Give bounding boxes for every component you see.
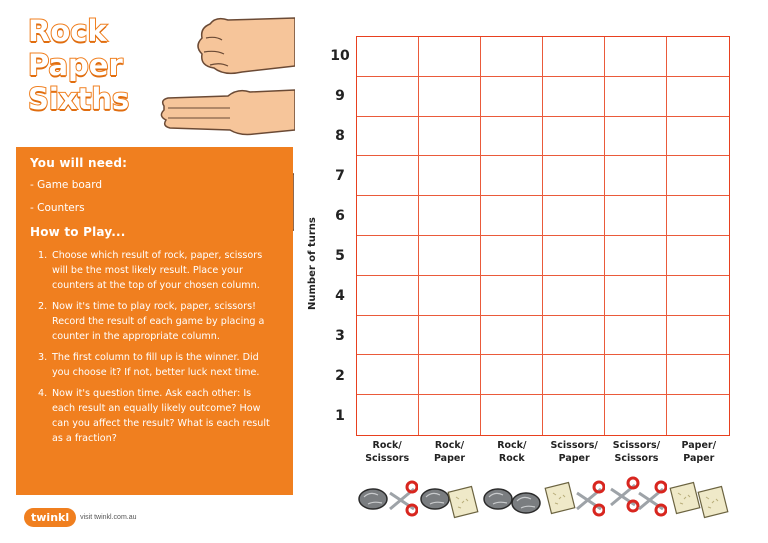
step-text: Choose which result of rock, paper, scissors will be the most likely result. Place your counters at the top of your chosen column. <box>52 250 263 291</box>
title-line-1: Rock <box>28 14 107 48</box>
grid-cell[interactable] <box>481 77 543 117</box>
y-axis-label-wrap <box>307 190 321 310</box>
tick-10: 10 <box>330 48 350 64</box>
grid-cell[interactable] <box>543 395 605 435</box>
grid-cell[interactable] <box>419 196 481 236</box>
grid-cell[interactable] <box>481 395 543 435</box>
rock-icon <box>421 489 449 509</box>
column-labels <box>356 439 730 521</box>
column-label <box>497 439 526 469</box>
grid-cell[interactable] <box>419 316 481 356</box>
column-5 <box>605 439 667 521</box>
game-board-grid <box>356 36 730 436</box>
y-axis-label: Number of turns <box>307 217 318 310</box>
grid-cell[interactable] <box>605 156 667 196</box>
step-item <box>30 299 281 344</box>
rock-icon <box>359 489 387 509</box>
grid-cell[interactable] <box>605 395 667 435</box>
grid-cell[interactable] <box>419 77 481 117</box>
column-1 <box>356 439 418 521</box>
scissors-icon <box>577 482 604 515</box>
grid-cell[interactable] <box>357 316 419 356</box>
grid-cell[interactable] <box>667 276 729 316</box>
grid-cell[interactable] <box>543 276 605 316</box>
step-item <box>30 248 281 293</box>
step-text: The first column to fill up is the winner. Did you choose it? If not, better luck next time. <box>52 352 260 378</box>
grid-cell[interactable] <box>481 236 543 276</box>
title-line-2: Paper <box>28 48 123 82</box>
column-label-line1: Scissors/ <box>550 440 598 451</box>
needs-heading: You will need: <box>30 156 128 170</box>
grid-cell[interactable] <box>605 196 667 236</box>
grid-cell[interactable] <box>419 117 481 157</box>
tick-7: 7 <box>335 168 345 184</box>
scissors-icon <box>639 482 666 515</box>
grid-cell[interactable] <box>357 196 419 236</box>
grid-cell[interactable] <box>357 276 419 316</box>
need-item-game-board: - Game board <box>30 179 103 191</box>
column-label-line2: Paper <box>433 453 466 464</box>
tick-1: 1 <box>335 408 345 424</box>
scissors-icon <box>611 478 638 511</box>
column-label <box>365 439 409 469</box>
tick-6: 6 <box>335 208 345 224</box>
grid-cell[interactable] <box>667 117 729 157</box>
page-title <box>28 14 129 116</box>
brand <box>24 508 137 527</box>
grid-cell[interactable] <box>357 395 419 435</box>
grid-cell[interactable] <box>605 355 667 395</box>
tick-3: 3 <box>335 328 345 344</box>
grid-cell[interactable] <box>543 355 605 395</box>
grid-cell[interactable] <box>667 236 729 276</box>
grid-cell[interactable] <box>543 196 605 236</box>
tick-9: 9 <box>335 88 345 104</box>
title-line-3: Sixths <box>28 82 130 116</box>
grid-cell[interactable] <box>419 236 481 276</box>
column-label-line2: Scissors <box>365 453 410 464</box>
grid-cell[interactable] <box>667 196 729 236</box>
column-illustration <box>668 473 730 521</box>
rock-icon <box>484 489 512 509</box>
grid-cell[interactable] <box>543 156 605 196</box>
grid-cell[interactable] <box>481 117 543 157</box>
grid-cell[interactable] <box>543 37 605 77</box>
grid-cell[interactable] <box>543 117 605 157</box>
steps-list <box>30 248 281 446</box>
column-label <box>682 439 717 469</box>
grid-cell[interactable] <box>605 117 667 157</box>
grid-cell[interactable] <box>419 395 481 435</box>
grid-cell[interactable] <box>481 276 543 316</box>
tick-8: 8 <box>335 128 345 144</box>
step-item <box>30 386 281 446</box>
rock-hand-icon <box>198 18 295 73</box>
step-text: Now it's time to play rock, paper, scissors! Record the result of each game by placing a counter in the appropriate column. <box>52 301 265 342</box>
instructions-panel <box>16 147 293 495</box>
tick-4: 4 <box>335 288 345 304</box>
step-number: 1. <box>38 250 48 261</box>
step-number: 2. <box>38 301 48 312</box>
grid-cell[interactable] <box>357 77 419 117</box>
grid-cell[interactable] <box>419 37 481 77</box>
scissors-icon <box>390 482 417 515</box>
column-label-line1: Paper/ <box>681 440 717 451</box>
grid-cell[interactable] <box>667 77 729 117</box>
column-label-line2: Scissors <box>614 453 659 464</box>
brand-url: visit twinkl.com.au <box>80 514 137 521</box>
grid-cell[interactable] <box>481 316 543 356</box>
paper-icon <box>698 486 728 517</box>
column-label-line2: Paper <box>683 453 715 464</box>
grid-cell[interactable] <box>357 156 419 196</box>
step-text: Now it's question time. Ask each other: Is each result an equally likely outcome? How can you affect the result? What is each result as a fraction? <box>52 388 270 444</box>
grid-cell[interactable] <box>543 77 605 117</box>
column-label-line1: Rock/ <box>497 440 527 451</box>
column-label <box>550 439 597 469</box>
grid-cell[interactable] <box>481 37 543 77</box>
grid-cell[interactable] <box>357 236 419 276</box>
grid-cell[interactable] <box>605 37 667 77</box>
grid-cell[interactable] <box>605 276 667 316</box>
grid-cell[interactable] <box>667 395 729 435</box>
column-illustration <box>418 473 480 521</box>
column-label-line1: Rock/ <box>372 440 402 451</box>
column-label <box>434 439 465 469</box>
column-4 <box>543 439 605 521</box>
grid-cell[interactable] <box>543 316 605 356</box>
rock-icon <box>512 493 540 513</box>
paper-hand-icon <box>161 90 295 135</box>
paper-icon <box>449 486 479 517</box>
column-2 <box>418 439 480 521</box>
hands-illustration <box>150 10 295 148</box>
tick-2: 2 <box>335 368 345 384</box>
column-illustration <box>605 473 667 521</box>
column-label-line2: Rock <box>498 453 525 464</box>
grid-cell[interactable] <box>605 236 667 276</box>
howto-heading: How to Play... <box>30 225 126 239</box>
grid-cell[interactable] <box>543 236 605 276</box>
paper-icon <box>545 482 575 513</box>
column-3 <box>481 439 543 521</box>
column-label-line1: Scissors/ <box>612 440 661 451</box>
grid-cell[interactable] <box>667 37 729 77</box>
grid-cell[interactable] <box>419 276 481 316</box>
column-label-line2: Paper <box>558 453 590 464</box>
grid-cell[interactable] <box>481 196 543 236</box>
grid-cell[interactable] <box>605 77 667 117</box>
column-6 <box>668 439 730 521</box>
step-item <box>30 350 281 380</box>
grid-cell[interactable] <box>357 355 419 395</box>
step-number: 4. <box>38 388 48 399</box>
grid-cell[interactable] <box>481 156 543 196</box>
grid-cell[interactable] <box>667 156 729 196</box>
column-illustration <box>481 473 543 521</box>
y-axis-ticks <box>326 36 354 436</box>
column-label <box>613 439 660 469</box>
step-number: 3. <box>38 352 48 363</box>
column-illustration <box>356 473 418 521</box>
twinkl-logo: twinkl <box>24 508 76 527</box>
grid-cell[interactable] <box>357 117 419 157</box>
grid-cell[interactable] <box>419 355 481 395</box>
paper-icon <box>670 482 700 513</box>
column-illustration <box>543 473 605 521</box>
grid-cell[interactable] <box>419 156 481 196</box>
tick-5: 5 <box>335 248 345 264</box>
grid-cell[interactable] <box>481 355 543 395</box>
grid-cell[interactable] <box>667 355 729 395</box>
need-item-counters: - Counters <box>30 202 85 214</box>
column-label-line1: Rock/ <box>434 440 465 451</box>
grid-cell[interactable] <box>605 316 667 356</box>
grid-cell[interactable] <box>667 316 729 356</box>
grid-cell[interactable] <box>357 37 419 77</box>
